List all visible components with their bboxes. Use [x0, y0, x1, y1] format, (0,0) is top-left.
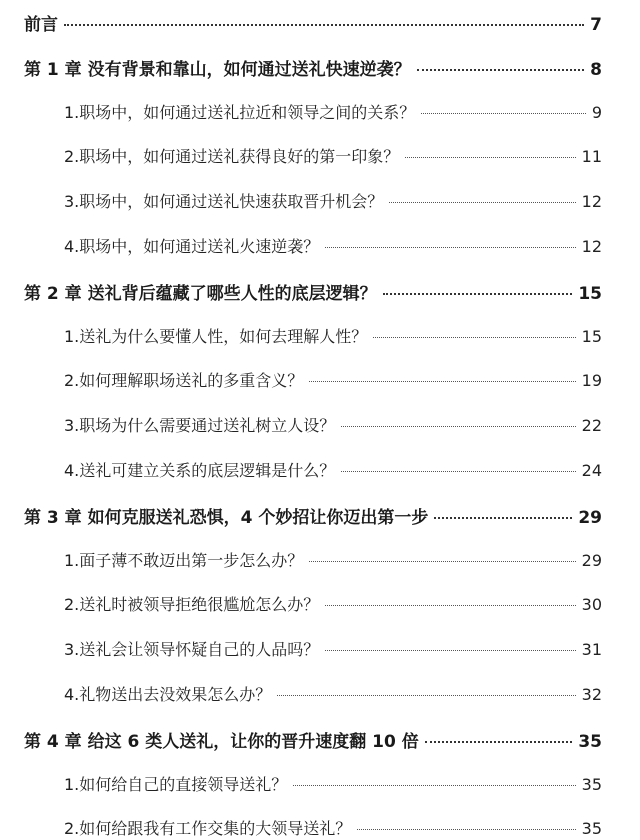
page-number: 9 — [591, 102, 602, 122]
page-number: 35 — [578, 731, 602, 752]
page-number: 12 — [581, 192, 602, 212]
page-number: 31 — [581, 640, 602, 660]
page-number: 35 — [581, 819, 602, 839]
chapter-title: 第 4 章 给这 6 类人送礼，让你的晋升速度翻 10 倍 — [24, 731, 419, 752]
section-title: 4.送礼可建立关系的底层逻辑是什么？ — [64, 461, 336, 480]
dot-leader — [293, 785, 575, 786]
page-number: 12 — [581, 237, 602, 256]
section-title: 1.面子薄不敢迈出第一步怎么办？ — [64, 550, 304, 570]
toc-section-entry[interactable] — [0, 368, 640, 391]
toc-section-entry[interactable] — [0, 816, 640, 839]
dot-leader — [309, 561, 575, 562]
dot-leader — [325, 650, 575, 651]
section-title: 2.如何给跟我有工作交集的大领导送礼？ — [64, 819, 352, 839]
dot-leader — [383, 293, 573, 295]
page-number: 22 — [581, 416, 602, 436]
dot-leader — [64, 24, 584, 26]
section-title: 4.职场中，如何通过送礼火速逆袭？ — [64, 237, 320, 256]
toc-section-entry[interactable] — [0, 637, 640, 660]
section-title: 1.如何给自己的直接领导送礼？ — [64, 774, 288, 794]
page-number: 32 — [581, 685, 602, 704]
page-number: 15 — [581, 326, 602, 346]
toc-section-entry[interactable] — [0, 234, 640, 257]
dot-leader — [434, 517, 572, 519]
dot-leader — [277, 695, 575, 696]
dot-leader — [425, 741, 573, 743]
page-number: 29 — [578, 507, 602, 528]
section-title: 1.送礼为什么要懂人性，如何去理解人性？ — [64, 326, 368, 346]
section-title: 3.职场为什么需要通过送礼树立人设？ — [64, 416, 336, 436]
dot-leader — [325, 605, 575, 606]
toc-section-entry[interactable] — [0, 548, 640, 571]
dot-leader — [421, 113, 586, 114]
chapter-title: 第 2 章 送礼背后蕴藏了哪些人性的底层逻辑？ — [24, 283, 377, 304]
dot-leader — [389, 202, 575, 203]
page-number: 30 — [581, 595, 602, 615]
page-number: 35 — [581, 774, 602, 794]
chapter-title: 前言 — [24, 15, 58, 35]
toc-section-entry[interactable] — [0, 458, 640, 481]
page-number: 29 — [581, 550, 602, 570]
toc-section-entry[interactable] — [0, 100, 640, 123]
dot-leader — [309, 381, 575, 382]
section-title: 2.职场中，如何通过送礼获得良好的第一印象？ — [64, 147, 400, 167]
section-title: 2.送礼时被领导拒绝很尴尬怎么办？ — [64, 595, 320, 615]
page-number: 11 — [581, 147, 602, 167]
dot-leader — [341, 426, 575, 427]
page-number: 8 — [590, 59, 602, 80]
dot-leader — [405, 157, 575, 158]
toc-chapter-entry[interactable] — [0, 727, 640, 752]
chapter-title: 第 3 章 如何克服送礼恐惧，4 个妙招让你迈出第一步 — [24, 507, 429, 528]
dot-leader — [341, 471, 575, 472]
dot-leader — [417, 69, 585, 71]
toc-section-entry[interactable] — [0, 413, 640, 436]
page-number: 19 — [581, 371, 602, 391]
section-title: 3.职场中，如何通过送礼快速获取晋升机会？ — [64, 192, 384, 212]
dot-leader — [357, 829, 575, 830]
toc-chapter-entry[interactable] — [0, 55, 640, 80]
page-number: 7 — [590, 15, 602, 35]
toc-chapter-entry[interactable] — [0, 503, 640, 528]
toc-section-entry[interactable] — [0, 324, 640, 347]
toc-section-entry[interactable] — [0, 772, 640, 795]
toc-section-entry[interactable] — [0, 682, 640, 705]
page-number: 24 — [581, 461, 602, 480]
chapter-title: 第 1 章 没有背景和靠山，如何通过送礼快速逆袭？ — [24, 59, 411, 80]
section-title: 3.送礼会让领导怀疑自己的人品吗？ — [64, 640, 320, 660]
toc-section-entry[interactable] — [0, 189, 640, 212]
page-number: 15 — [578, 283, 602, 304]
section-title: 4.礼物送出去没效果怎么办？ — [64, 685, 272, 704]
toc-section-entry[interactable] — [0, 592, 640, 615]
toc-chapter-entry[interactable] — [0, 279, 640, 304]
section-title: 1.职场中，如何通过送礼拉近和领导之间的关系？ — [64, 102, 416, 122]
section-title: 2.如何理解职场送礼的多重含义？ — [64, 371, 304, 391]
toc-section-entry[interactable] — [0, 144, 640, 167]
dot-leader — [373, 337, 575, 338]
dot-leader — [325, 247, 575, 248]
toc-chapter-entry[interactable] — [0, 10, 640, 35]
